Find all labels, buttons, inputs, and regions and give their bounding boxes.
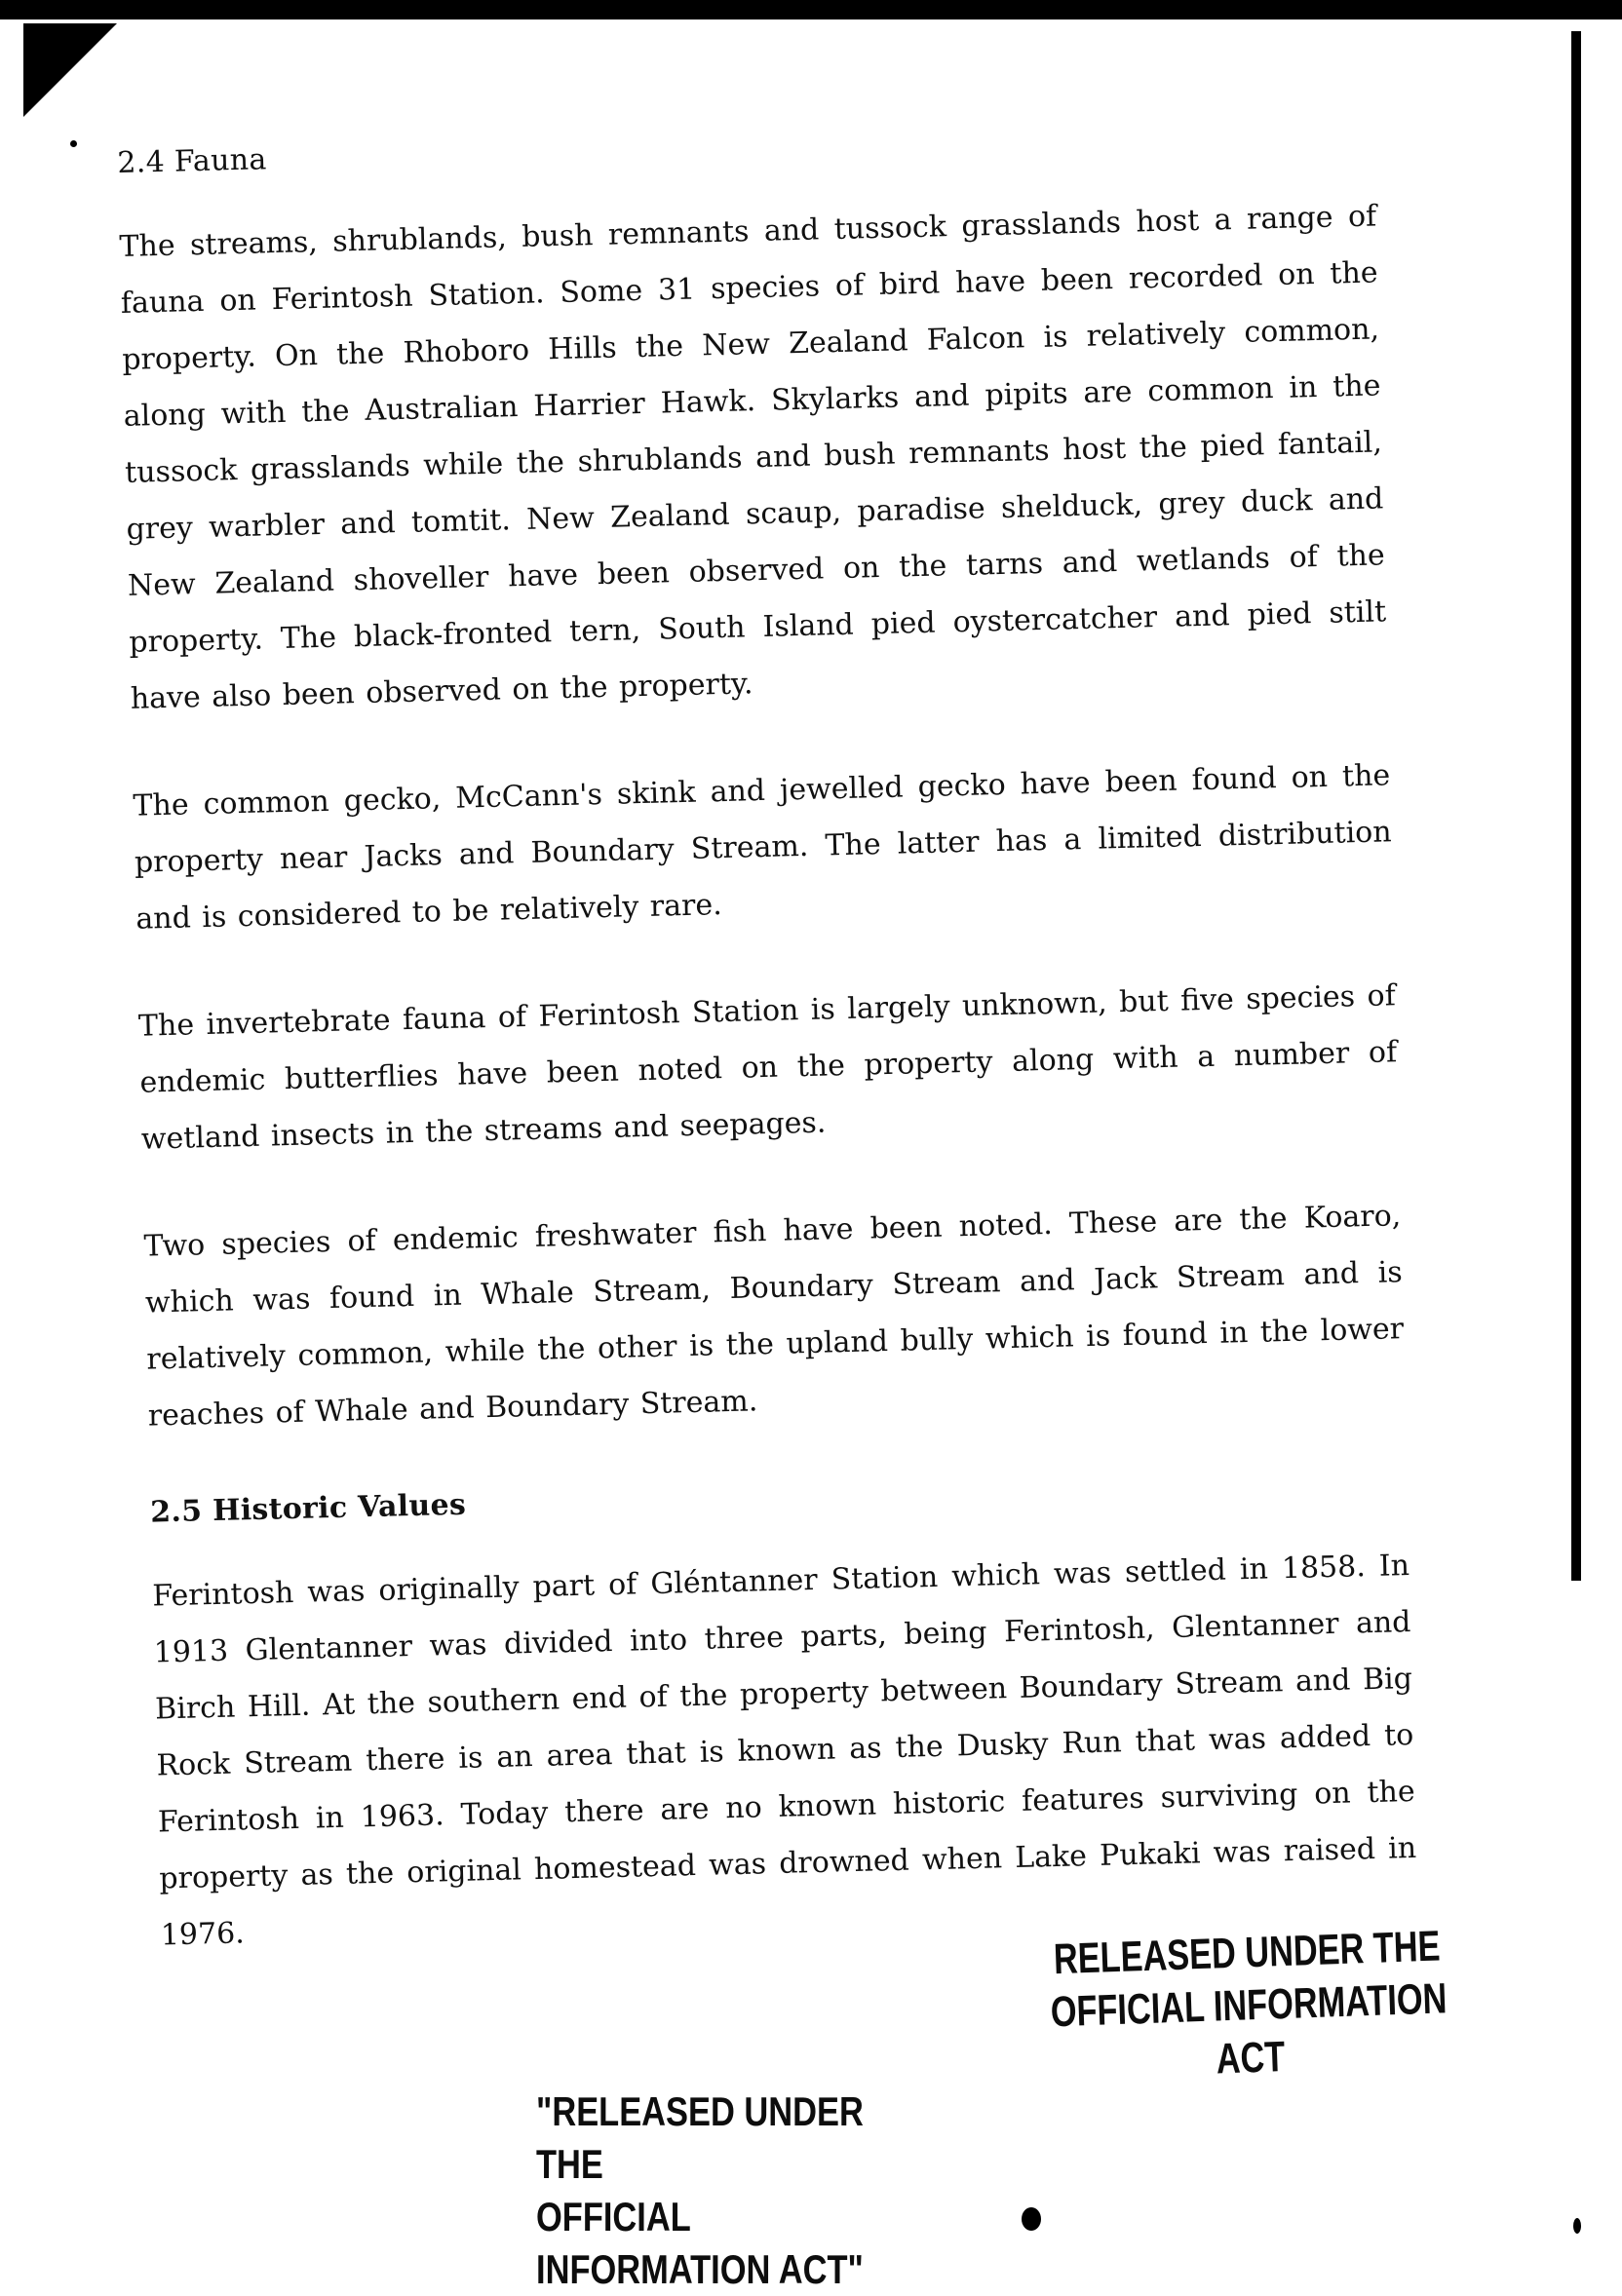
scan-corner-mark	[23, 23, 117, 117]
stamp-right-line-2: OFFICIAL INFORMATION ACT	[1049, 1974, 1448, 2084]
scan-speck	[70, 140, 77, 147]
fauna-paragraph-birds: The streams, shrublands, bush remnants and tussock grasslands host a range of fauna on Ferintosh Station. Some 31 species of bird have been recorded on the property. On the Rhoboro Hills the New Zealand Falcon is relatively common, along with the Australian Harrier Hawk. Skylarks and pipits are common in the tussock grasslands while the shrublands and bush remnants host the pied fantail, grey warbler and tomtit. New Zealand scaup, paradise shelduck, grey duck and New Zealand shoveller have been observed on the tarns and wetlands of the property. The black-fronted tern, South Island pied oystercatcher and pied stilt have also been observed on the property.	[119, 199, 1387, 716]
section-heading-historic-values: 2.5 Historic Values	[149, 1487, 467, 1530]
scan-speck	[1573, 2218, 1581, 2234]
fauna-paragraph-fish: Two species of endemic freshwater fish have been noted. These are the Koaro, which was found in Whale Stream, Boundary Stream and Jack Stream and is relatively common, while the other is the upland bully which is found in the lower reaches of Whale and Boundary Stream.	[143, 1199, 1405, 1434]
stamp-bottom-line-1: "RELEASED UNDER THE	[536, 2088, 864, 2187]
fauna-paragraph-invertebrates: The invertebrate fauna of Ferintosh Station is largely unknown, but five species of endemic butterflies have been noted on the property along with a number of wetland insects in the streams and seepages.	[137, 978, 1398, 1157]
document-page	[117, 115, 1419, 2014]
stamp-bottom-line-2: OFFICIAL INFORMATION ACT"	[536, 2194, 864, 2292]
scan-right-edge-line	[1571, 31, 1581, 1581]
stamp-right-line-1: RELEASED UNDER THE	[1053, 1922, 1442, 1984]
release-stamp-bottom	[536, 2086, 904, 2296]
historic-paragraph: Ferintosh was originally part of Gléntanner Station which was settled in 1858. In 1913 Glentanner was divided into three parts, being Ferintosh, Glentanner and Birch Hill. At the southern end of the property between Boundary Stream and Big Rock Stream there is an area that is known as the Dusky Run that was added to Ferintosh in 1963. Today there are no known historic features surviving on the property as the original homestead was drowned when Lake Pukaki was raised in 1976.	[151, 1549, 1417, 1953]
section-heading-fauna: 2.4 Fauna	[117, 142, 267, 180]
scan-top-border	[0, 0, 1622, 19]
scan-speck	[1022, 2207, 1041, 2231]
release-stamp-right	[1033, 1920, 1464, 2092]
fauna-paragraph-lizards: The common gecko, McCann's skink and jewelled gecko have been found on the property near Jacks and Boundary Stream. The latter has a limited distribution and is considered to be relatively rare.	[133, 758, 1393, 937]
